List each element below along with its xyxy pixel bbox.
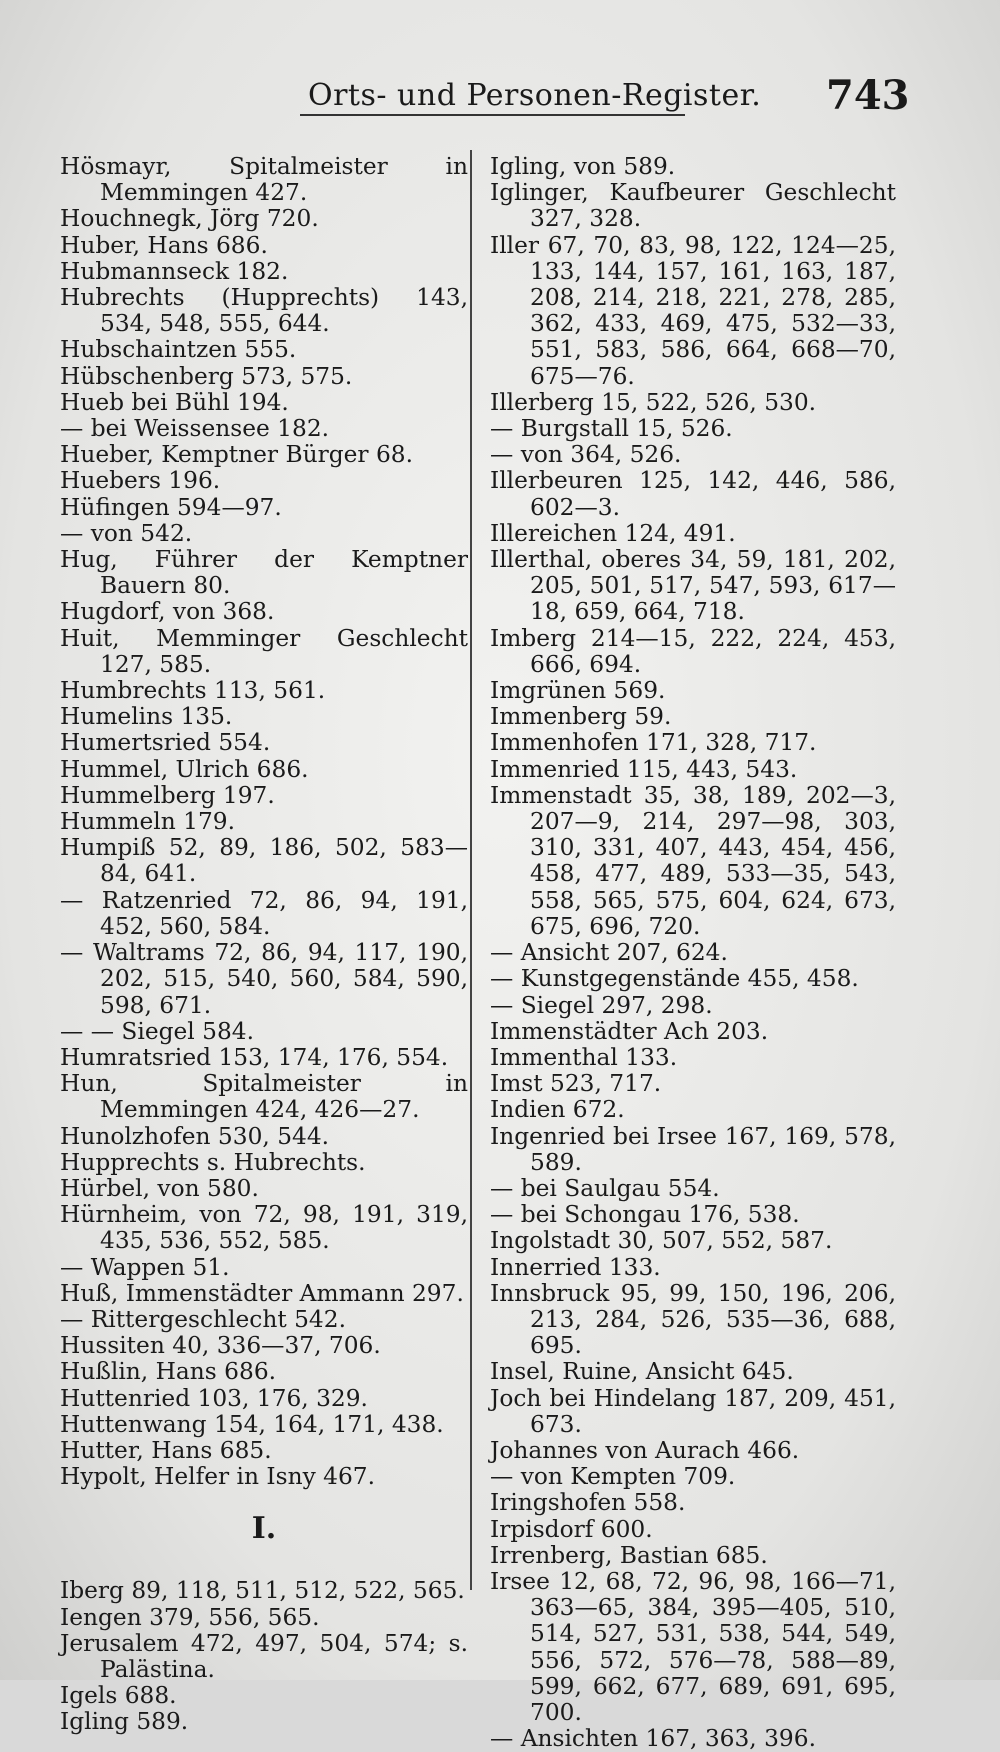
index-entry: — Ansicht 207, 624.: [490, 939, 728, 967]
index-entry: Indien 672.: [490, 1096, 625, 1124]
index-entry: Houchnegk, Jörg 720.: [60, 205, 319, 233]
index-entry: Hürbel, von 580.: [60, 1174, 259, 1202]
index-entry: Hutter, Hans 685.: [60, 1436, 272, 1464]
section-letter-i: I.: [251, 1511, 277, 1547]
index-entry: Imst 523, 717.: [490, 1070, 662, 1098]
index-entry: — bei Schongau 176, 538.: [490, 1201, 800, 1229]
index-entry: Ingenried bei Irsee 167, 169, 578, 589.: [490, 1122, 896, 1176]
index-entry: Immenthal 133.: [490, 1043, 678, 1071]
index-entry: Immenhofen 171, 328, 717.: [490, 729, 817, 757]
index-entry: Huß, Immenstädter Ammann 297.: [60, 1279, 464, 1307]
index-entry: Ingolstadt 30, 507, 552, 587.: [490, 1227, 833, 1255]
index-entry: Immenberg 59.: [490, 703, 672, 731]
index-entry: Hubmannseck 182.: [60, 257, 289, 285]
index-entry: Humertsried 554.: [60, 729, 271, 757]
index-entry: — bei Weissensee 182.: [60, 415, 330, 443]
index-entry: Hueb bei Bühl 194.: [60, 388, 289, 416]
index-entry: — Burgstall 15, 526.: [490, 415, 733, 443]
index-entry: Huttenried 103, 176, 329.: [60, 1384, 368, 1412]
index-entry: Insel, Ruine, Ansicht 645.: [490, 1358, 794, 1386]
index-entry: Hübschenberg 573, 575.: [60, 362, 353, 390]
index-entry: Jerusalem 472, 497, 504, 574; s. Palästina.: [60, 1629, 468, 1683]
index-entry: Imgrünen 569.: [490, 677, 666, 705]
right-entries: [490, 154, 896, 1752]
index-entry: Hubrechts (Hupprechts) 143, 534, 548, 555, 644.: [60, 284, 468, 338]
index-entry: Irsee 12, 68, 72, 96, 98, 166—71, 363—65, 384, 395—405, 510, 514, 527, 531, 538, 544, 549, 556, 572, 576—78, 588—89, 599, 662, 677, 689, 691, 695, 700.: [490, 1567, 896, 1726]
index-entry: Hürnheim, von 72, 98, 191, 319, 435, 536, 552, 585.: [60, 1201, 468, 1255]
index-entry: Iringshofen 558.: [490, 1489, 686, 1517]
index-entry: Humbrechts 113, 561.: [60, 677, 326, 705]
index-entry: Iengen 379, 556, 565.: [60, 1603, 320, 1631]
index-entry: — Wappen 51.: [60, 1253, 230, 1281]
index-entry: Illereichen 124, 491.: [490, 519, 736, 547]
index-entry: — Kunstgegenstände 455, 458.: [490, 965, 859, 993]
index-entry: Innsbruck 95, 99, 150, 196, 206, 213, 284, 526, 535—36, 688, 695.: [490, 1279, 896, 1360]
index-entry: Hubschaintzen 555.: [60, 336, 297, 364]
index-entry: Hug, Führer der Kemptner Bauern 80.: [60, 546, 468, 600]
index-entry: — Waltrams 72, 86, 94, 117, 190, 202, 515, 540, 560, 584, 590, 598, 671.: [60, 939, 468, 1019]
index-entry: Illerbeuren 125, 142, 446, 586, 602—3.: [490, 467, 896, 521]
index-entry: Iglinger, Kaufbeurer Geschlecht 327, 328.: [490, 179, 896, 233]
index-entry: Hummelberg 197.: [60, 781, 275, 809]
page-header: [0, 70, 1000, 130]
index-entry: Innerried 133.: [490, 1253, 661, 1281]
index-entry: Hunolzhofen 530, 544.: [60, 1122, 330, 1150]
page-number: 743: [826, 72, 910, 119]
left-entries-h: [60, 154, 468, 1490]
index-entry: — Ratzenried 72, 86, 94, 191, 452, 560, 584.: [60, 886, 468, 940]
index-entry: Hypolt, Helfer in Isny 467.: [60, 1463, 376, 1491]
index-entry: Igling, von 589.: [490, 153, 676, 180]
index-entry: Johannes von Aurach 466.: [490, 1436, 800, 1464]
index-entry: Hußlin, Hans 686.: [60, 1358, 277, 1386]
index-entry: Immenried 115, 443, 543.: [490, 755, 798, 783]
left-entries-i: [60, 1578, 468, 1735]
index-entry: Huber, Hans 686.: [60, 231, 268, 259]
index-entry: Igels 688.: [60, 1682, 177, 1710]
index-entry: Immenstädter Ach 203.: [490, 1017, 769, 1045]
index-entry: Hummel, Ulrich 686.: [60, 755, 309, 783]
index-entry: Iller 67, 70, 83, 98, 122, 124—25, 133, 144, 157, 161, 163, 187, 208, 214, 218, 221, 278, 285, 362, 433, 469, 475, 532—33, 551, 583, 586, 664, 668—70, 675—76.: [490, 231, 896, 390]
index-entry: — — Siegel 584.: [60, 1017, 255, 1045]
index-entry: Huttenwang 154, 164, 171, 438.: [60, 1410, 444, 1438]
index-entry: Igling 589.: [60, 1708, 189, 1736]
index-entry: Hussiten 40, 336—37, 706.: [60, 1332, 381, 1360]
index-entry: Iberg 89, 118, 511, 512, 522, 565.: [60, 1577, 465, 1605]
index-entry: Hupprechts s. Hubrechts.: [60, 1148, 366, 1176]
index-entry: Hugdorf, von 368.: [60, 598, 275, 626]
index-entry: Irpisdorf 600.: [490, 1515, 653, 1543]
index-entry: Immenstadt 35, 38, 189, 202—3, 207—9, 214, 297—98, 303, 310, 331, 407, 443, 454, 456, 458, 477, 489, 533—35, 543, 558, 565, 575, 604, 624, 673, 675, 696, 720.: [490, 781, 896, 940]
index-entry: Humpiß 52, 89, 186, 502, 583—84, 641.: [60, 834, 468, 888]
index-entry: Illerthal, oberes 34, 59, 181, 202, 205, 501, 517, 547, 593, 617—18, 659, 664, 718.: [490, 546, 896, 626]
running-title: Orts- und Personen-Register.: [308, 78, 762, 113]
index-entry: Hummeln 179.: [60, 808, 236, 836]
column-divider: [470, 150, 472, 1590]
index-entry: — Rittergeschlecht 542.: [60, 1305, 346, 1333]
index-entry: — von 542.: [60, 519, 193, 547]
index-entry: Joch bei Hindelang 187, 209, 451, 673.: [490, 1384, 896, 1438]
header-rule: [300, 114, 685, 116]
index-entry: Imberg 214—15, 222, 224, 453, 666, 694.: [490, 624, 896, 678]
index-entry: Hun, Spitalmeister in Memmingen 424, 426—27.: [60, 1070, 468, 1124]
index-entry: Irrenberg, Bastian 685.: [490, 1541, 768, 1569]
index-entry: — von 364, 526.: [490, 441, 682, 469]
right-column: [490, 154, 896, 1752]
index-entry: Humelins 135.: [60, 703, 233, 731]
index-entry: — Siegel 297, 298.: [490, 991, 713, 1019]
index-entry: Illerberg 15, 522, 526, 530.: [490, 388, 817, 416]
index-entry: Humratsried 153, 174, 176, 554.: [60, 1043, 449, 1071]
index-entry: — Ansichten 167, 363, 396.: [490, 1725, 816, 1752]
left-column: [60, 154, 468, 1736]
index-entry: Hüfingen 594—97.: [60, 493, 282, 521]
index-entry: — bei Saulgau 554.: [490, 1174, 720, 1202]
index-entry: Huit, Memminger Geschlecht 127, 585.: [60, 624, 468, 678]
index-entry: Hueber, Kemptner Bürger 68.: [60, 441, 414, 469]
index-entry: — von Kempten 709.: [490, 1463, 736, 1491]
index-entry: Huebers 196.: [60, 467, 221, 495]
index-entry: Hösmayr, Spitalmeister in Memmingen 427.: [60, 153, 468, 207]
